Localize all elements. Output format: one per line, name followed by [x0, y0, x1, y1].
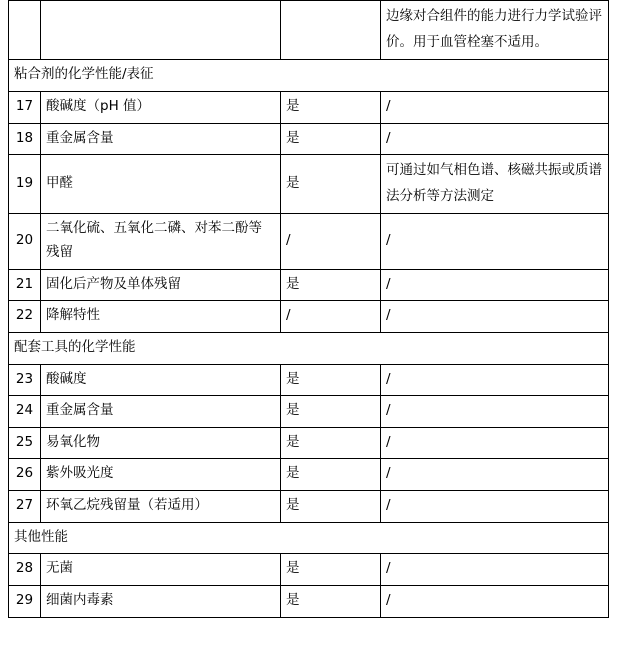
row-note: / — [381, 459, 609, 491]
row-number: 20 — [9, 214, 41, 269]
row-requirement: 是 — [281, 554, 381, 586]
table-row — [9, 554, 609, 586]
row-note: / — [381, 427, 609, 459]
row-item: 易氧化物 — [41, 427, 281, 459]
row-requirement: 是 — [281, 91, 381, 123]
row-number: 17 — [9, 91, 41, 123]
section-header-row — [9, 522, 609, 554]
row-note: 可通过如气相色谱、核磁共振或质谱法分析等方法测定 — [381, 155, 609, 214]
row-item: 环氧乙烷残留量（若适用） — [41, 491, 281, 523]
table-row — [9, 123, 609, 155]
row-number: 21 — [9, 269, 41, 301]
row-number: 24 — [9, 396, 41, 428]
row-requirement: 是 — [281, 155, 381, 214]
section-header-row — [9, 332, 609, 364]
row-number: 22 — [9, 301, 41, 333]
table-row — [9, 269, 609, 301]
table-row — [9, 91, 609, 123]
row-number: 23 — [9, 364, 41, 396]
table-body — [9, 1, 609, 618]
row-number: 26 — [9, 459, 41, 491]
table-row — [9, 585, 609, 617]
row-requirement: / — [281, 301, 381, 333]
table-row — [9, 301, 609, 333]
section-label: 粘合剂的化学性能/表征 — [9, 60, 609, 92]
table-row — [9, 214, 609, 269]
row-note: / — [381, 364, 609, 396]
row-requirement: 是 — [281, 396, 381, 428]
row-requirement — [281, 1, 381, 60]
row-number — [9, 1, 41, 60]
table-row — [9, 1, 609, 60]
row-note: / — [381, 214, 609, 269]
row-item: 重金属含量 — [41, 396, 281, 428]
row-item: 重金属含量 — [41, 123, 281, 155]
row-number: 18 — [9, 123, 41, 155]
row-item: 无菌 — [41, 554, 281, 586]
table-row — [9, 364, 609, 396]
row-item: 固化后产物及单体残留 — [41, 269, 281, 301]
row-requirement: 是 — [281, 364, 381, 396]
row-requirement: / — [281, 214, 381, 269]
row-note: / — [381, 491, 609, 523]
row-requirement: 是 — [281, 269, 381, 301]
row-item: 细菌内毒素 — [41, 585, 281, 617]
row-note: / — [381, 123, 609, 155]
row-note: / — [381, 585, 609, 617]
specification-table — [8, 0, 609, 618]
row-item: 紫外吸光度 — [41, 459, 281, 491]
section-header-row — [9, 60, 609, 92]
table-row — [9, 396, 609, 428]
row-note: / — [381, 301, 609, 333]
row-note: 边缘对合组件的能力进行力学试验评价。用于血管栓塞不适用。 — [381, 1, 609, 60]
row-note: / — [381, 91, 609, 123]
row-number: 27 — [9, 491, 41, 523]
row-item: 酸碱度 — [41, 364, 281, 396]
row-item: 甲醛 — [41, 155, 281, 214]
row-requirement: 是 — [281, 585, 381, 617]
row-number: 29 — [9, 585, 41, 617]
row-requirement: 是 — [281, 123, 381, 155]
section-label: 配套工具的化学性能 — [9, 332, 609, 364]
row-requirement: 是 — [281, 459, 381, 491]
row-requirement: 是 — [281, 491, 381, 523]
section-label: 其他性能 — [9, 522, 609, 554]
table-row — [9, 427, 609, 459]
row-item: 酸碱度（pH 值） — [41, 91, 281, 123]
row-number: 19 — [9, 155, 41, 214]
row-item: 二氧化硫、五氧化二磷、对苯二酚等残留 — [41, 214, 281, 269]
row-note: / — [381, 269, 609, 301]
row-number: 28 — [9, 554, 41, 586]
row-number: 25 — [9, 427, 41, 459]
table-row — [9, 491, 609, 523]
table-row — [9, 155, 609, 214]
row-note: / — [381, 396, 609, 428]
table-row — [9, 459, 609, 491]
row-note: / — [381, 554, 609, 586]
row-item — [41, 1, 281, 60]
row-requirement: 是 — [281, 427, 381, 459]
row-item: 降解特性 — [41, 301, 281, 333]
